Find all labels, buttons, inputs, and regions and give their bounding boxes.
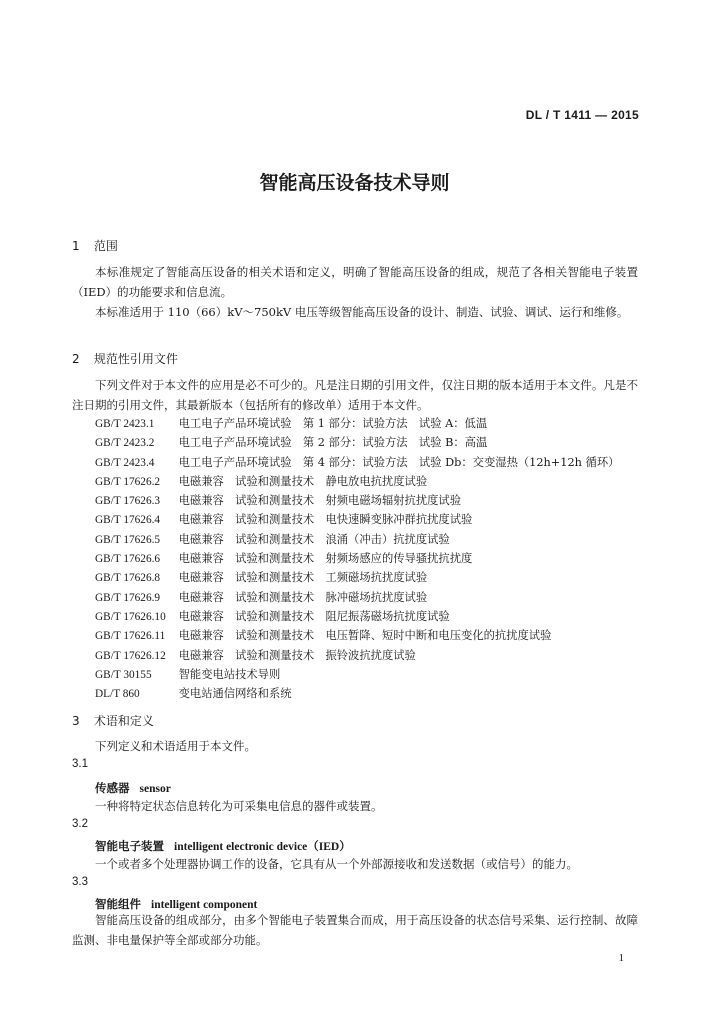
- section-heading-terms: [72, 712, 154, 729]
- reference-item: [95, 415, 619, 434]
- reference-title: 电工电子产品环境试验 第 2 部分：试验方法 试验 B：高温: [178, 436, 488, 450]
- reference-list: [95, 415, 619, 704]
- reference-title: 电磁兼容 试验和测量技术 工频磁场抗扰度试验: [178, 571, 428, 585]
- reference-item: [95, 685, 619, 704]
- reference-title: 电磁兼容 试验和测量技术 静电放电抗扰度试验: [178, 474, 428, 488]
- section-number: 1: [72, 239, 80, 253]
- section-number: 2: [72, 352, 80, 366]
- reference-item: [95, 666, 619, 685]
- reference-title: 电磁兼容 试验和测量技术 射频场感应的传导骚扰抗扰度: [178, 552, 473, 566]
- reference-code: GB/T 17626.5: [95, 533, 161, 546]
- term-number: 3.3: [72, 876, 88, 888]
- term-number: 3.2: [72, 818, 88, 830]
- reference-code: GB/T 17626.12: [95, 649, 166, 662]
- section-title: 规范性引用文件: [93, 352, 178, 366]
- reference-code: GB/T 2423.4: [95, 456, 155, 469]
- reference-item: [95, 531, 619, 550]
- term-name-zh: 智能组件: [95, 897, 141, 911]
- reference-item: [95, 608, 619, 627]
- reference-code: GB/T 30155: [95, 668, 152, 681]
- term-name-zh: 智能电子装置: [95, 839, 164, 853]
- reference-title: 电磁兼容 试验和测量技术 射频电磁场辐射抗扰度试验: [178, 494, 462, 508]
- section-number: 3: [72, 714, 80, 728]
- normative-intro: 下列文件对于本文件的应用是必不可少的。凡是注日期的引用文件，仅注日期的版本适用于本文件。凡是不注日期的引用文件，其最新版本（包括所有的修改单）适用于本文件。: [72, 378, 638, 412]
- term-name: [95, 838, 351, 854]
- reference-code: GB/T 17626.4: [95, 514, 161, 527]
- reference-code: GB/T 17626.11: [95, 630, 166, 643]
- term-definition: 一种将特定状态信息转化为可采集电信息的器件或装置。: [95, 799, 383, 813]
- reference-title: 电磁兼容 试验和测量技术 振铃波抗扰度试验: [178, 648, 416, 662]
- reference-item: [95, 627, 619, 646]
- reference-item: [95, 454, 619, 473]
- term-name-en: intelligent electronic device（IED）: [174, 841, 351, 853]
- term-name-en: sensor: [139, 783, 171, 795]
- document-title: 智能高压设备技术导则: [259, 172, 450, 194]
- reference-item: [95, 589, 619, 608]
- term-number: 3.1: [72, 758, 88, 770]
- reference-title: 电工电子产品环境试验 第 1 部分：试验方法 试验 A：低温: [178, 417, 488, 430]
- term-definition: 智能高压设备的组成部分，由多个智能电子装置集合而成，用于高压设备的状态信号采集、运行控制、故障监测、非电量保护等全部或部分功能。: [72, 913, 638, 947]
- scope-paragraph-2: 本标准适用于 110（66）kV～750kV 电压等级智能高压设备的设计、制造、试验、调试、运行和维修。: [95, 305, 629, 319]
- reference-code: GB/T 17626.9: [95, 591, 161, 604]
- reference-title: 电磁兼容 试验和测量技术 电压暂降、短时中断和电压变化的抗扰度试验: [178, 629, 552, 643]
- reference-title: 电磁兼容 试验和测量技术 阻尼振荡磁场抗扰度试验: [178, 609, 450, 623]
- terms-intro: 下列定义和术语适用于本文件。: [95, 739, 256, 753]
- reference-code: GB/T 17626.2: [95, 475, 161, 488]
- reference-code: GB/T 17626.3: [95, 495, 161, 508]
- reference-code: DL/T 860: [95, 688, 140, 701]
- scope-paragraph-1: 本标准规定了智能高压设备的相关术语和定义，明确了智能高压设备的组成，规范了各相关智能电子装置（IED）的功能要求和信息流。: [72, 265, 638, 299]
- reference-title: 变电站通信网络和系统: [178, 687, 292, 701]
- reference-code: GB/T 17626.10: [95, 610, 166, 623]
- reference-code: GB/T 2423.2: [95, 437, 155, 450]
- reference-item: [95, 434, 619, 453]
- section-heading-scope: [72, 237, 118, 254]
- reference-item: [95, 550, 619, 569]
- reference-item: [95, 511, 619, 530]
- reference-title: 智能变电站技术导则: [178, 667, 281, 681]
- reference-item: [95, 569, 619, 588]
- reference-title: 电工电子产品环境试验 第 4 部分：试验方法 试验 Db：交变湿热（12h+12h 循环）: [178, 455, 620, 469]
- reference-code: GB/T 2423.1: [95, 418, 155, 430]
- reference-code: GB/T 17626.8: [95, 572, 161, 585]
- term-name: [95, 780, 171, 796]
- section-title: 范围: [93, 239, 118, 253]
- reference-item: [95, 647, 619, 666]
- term-name-en: intelligent component: [151, 899, 258, 911]
- term-definition: 一个或者多个处理器协调工作的设备，它具有从一个外部源接收和发送数据（或信号）的能力。: [95, 857, 578, 871]
- reference-title: 电磁兼容 试验和测量技术 脉冲磁场抗扰度试验: [178, 590, 428, 604]
- reference-title: 电磁兼容 试验和测量技术 电快速瞬变脉冲群抗扰度试验: [178, 513, 473, 527]
- reference-item: [95, 473, 619, 492]
- reference-code: GB/T 17626.6: [95, 553, 161, 566]
- term-name-zh: 传感器: [95, 781, 130, 795]
- reference-title: 电磁兼容 试验和测量技术 浪涌（冲击）抗扰度试验: [178, 532, 450, 546]
- section-heading-normative: [72, 350, 178, 367]
- reference-item: [95, 492, 619, 511]
- page-number: 1: [618, 952, 624, 964]
- standard-number: DL / T 1411 — 2015: [525, 108, 639, 122]
- section-title: 术语和定义: [93, 714, 154, 728]
